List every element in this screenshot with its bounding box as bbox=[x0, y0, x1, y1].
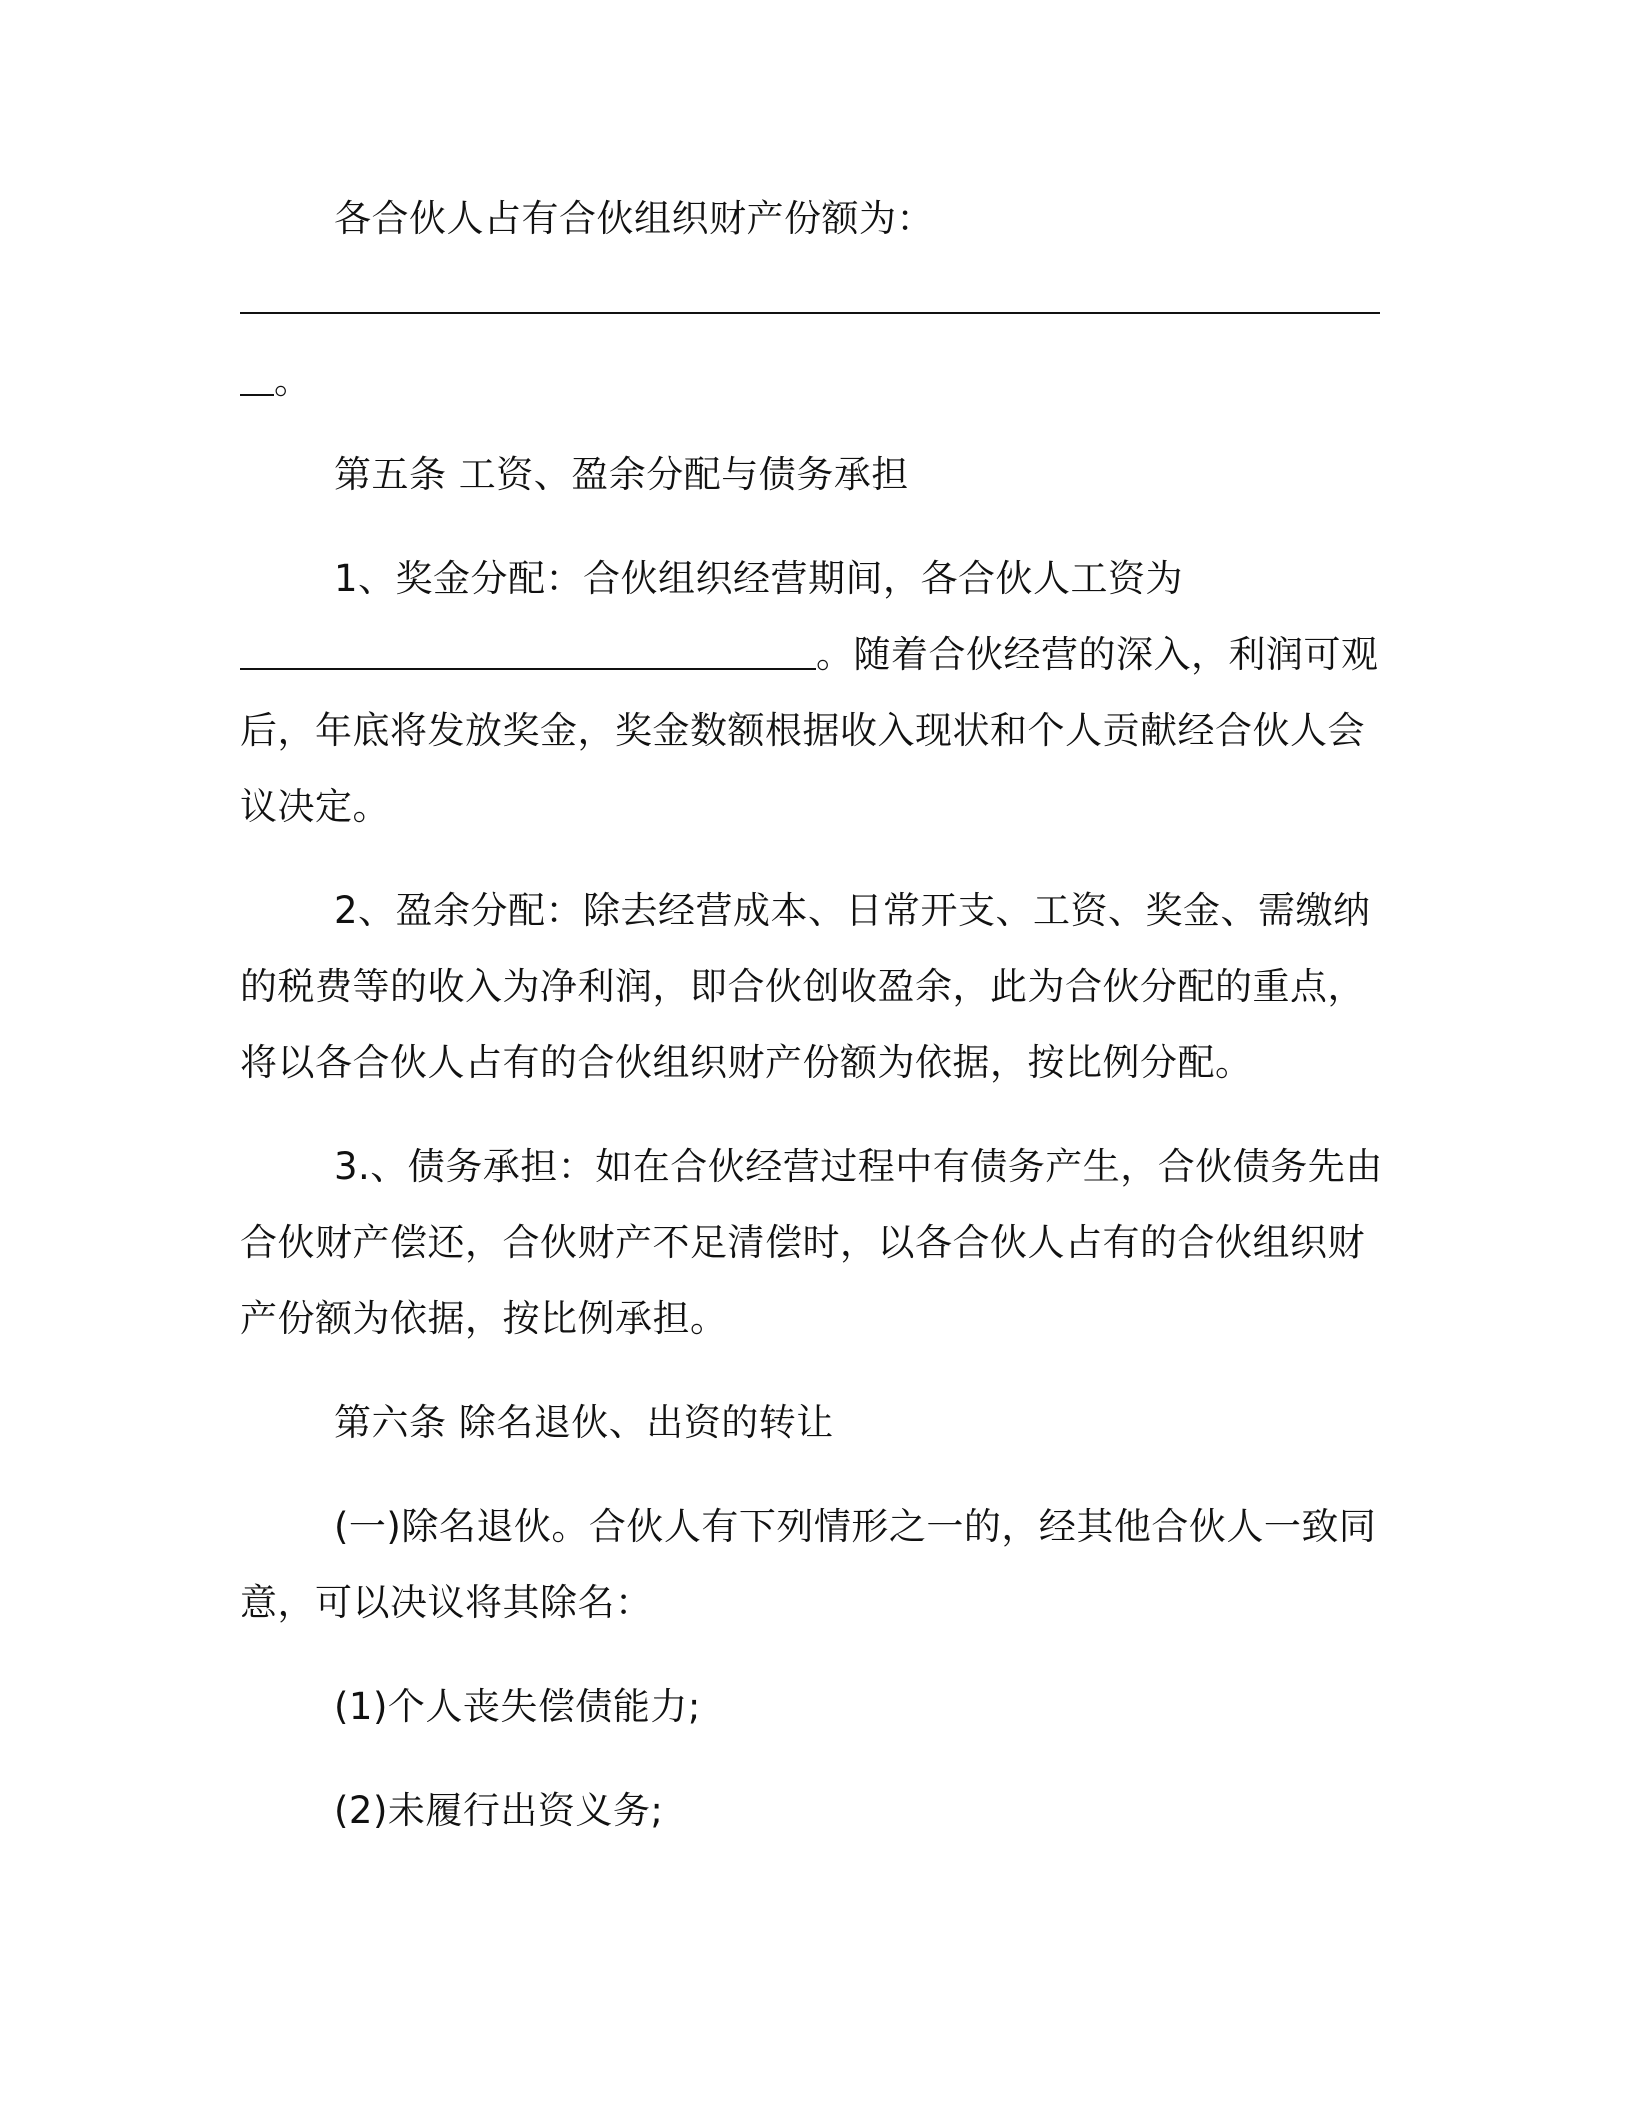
article-6-case-1: (1)个人丧失偿债能力; bbox=[334, 1685, 701, 1728]
article-5-item-3-line-2: 合伙财产偿还，合伙财产不足清偿时，以各合伙人占有的合伙组织财 bbox=[240, 1221, 1365, 1264]
fill-in-blank-salary bbox=[240, 668, 816, 670]
paragraph-share-intro: 各合伙人占有合伙组织财产份额为： bbox=[334, 197, 934, 240]
article-5-item-3-line-3: 产份额为依据，按比例承担。 bbox=[240, 1297, 728, 1340]
article-5-item-1-line-4: 议决定。 bbox=[240, 785, 390, 828]
period-mark: 。 bbox=[274, 359, 312, 402]
article-5-heading: 第五条 工资、盈余分配与债务承担 bbox=[334, 453, 909, 496]
article-5-item-1-line-3: 后，年底将发放奖金，奖金数额根据收入现状和个人贡献经合伙人会 bbox=[240, 709, 1365, 752]
article-5-item-2-line-2: 的税费等的收入为净利润，即合伙创收盈余，此为合伙分配的重点， bbox=[240, 965, 1365, 1008]
article-5-item-3-line-1: 3.、债务承担：如在合伙经营过程中有债务产生，合伙债务先由 bbox=[334, 1145, 1383, 1188]
article-5-item-1-line-2 bbox=[240, 633, 1379, 676]
fill-in-blank-short bbox=[240, 394, 274, 396]
article-6-case-2: (2)未履行出资义务; bbox=[334, 1789, 664, 1832]
article-6-section-1-line-2: 意，可以决议将其除名： bbox=[240, 1581, 653, 1624]
article-5-item-2-line-3: 将以各合伙人占有的合伙组织财产份额为依据，按比例分配。 bbox=[240, 1041, 1253, 1084]
article-5-item-1-line-1: 1、奖金分配：合伙组织经营期间，各合伙人工资为 bbox=[334, 557, 1184, 600]
article-6-section-1-line-1: (一)除名退伙。合伙人有下列情形之一的，经其他合伙人一致同 bbox=[334, 1505, 1377, 1548]
article-5-item-1-line-2-text: 。随着合伙经营的深入，利润可观 bbox=[816, 633, 1379, 676]
fill-in-blank-share bbox=[240, 312, 1380, 314]
article-6-heading: 第六条 除名退伙、出资的转让 bbox=[334, 1401, 834, 1444]
fill-in-blank-share-tail bbox=[240, 359, 312, 402]
article-5-item-2-line-1: 2、盈余分配：除去经营成本、日常开支、工资、奖金、需缴纳 bbox=[334, 889, 1371, 932]
